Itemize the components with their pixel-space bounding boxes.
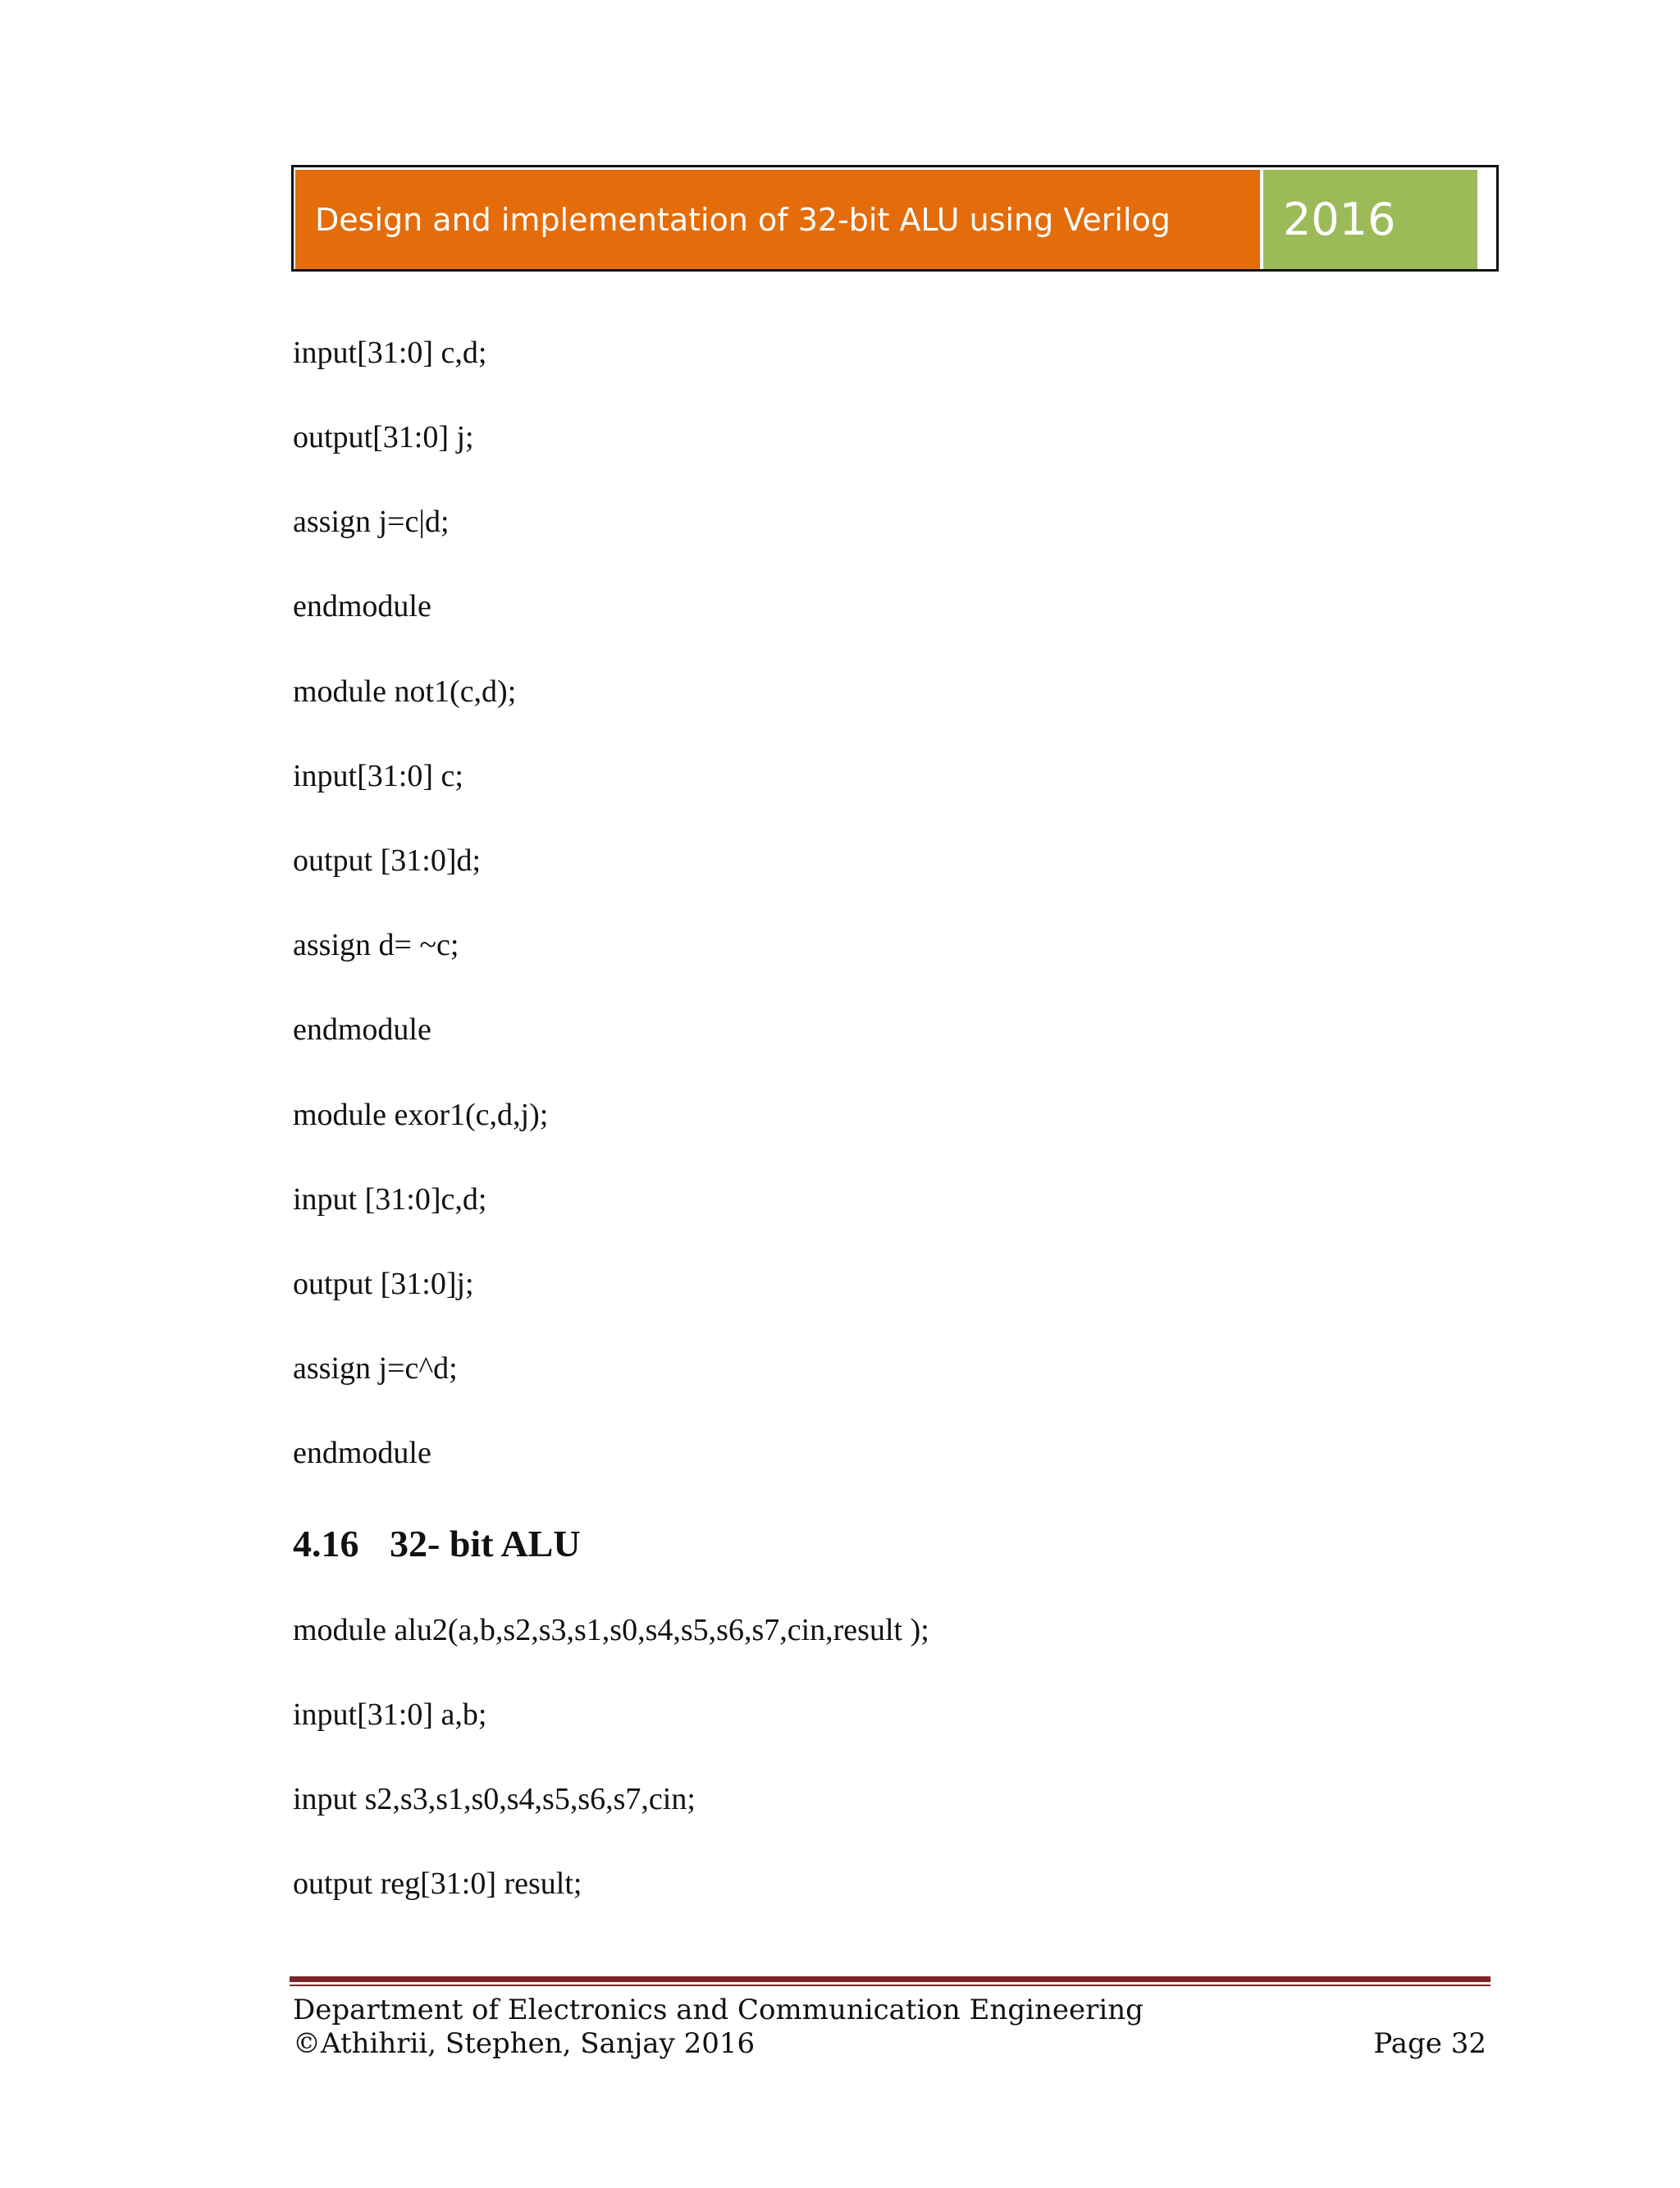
code-line: assign d= ~c; [293,928,459,962]
code-line: output [31:0]d; [293,843,482,878]
code-line: output[31:0] j; [293,420,474,455]
code-line: input[31:0] c; [293,759,463,793]
footer-divider [290,1976,1491,1982]
footer-page-number: Page 32 [1373,2027,1486,2060]
header-title: Design and implementation of 32-bit ALU using Verilog [315,201,1171,238]
footer-divider-thin [290,1985,1491,1986]
section-title: 32- bit ALU [390,1523,581,1564]
header-year: 2016 [1283,194,1396,245]
code-line: input[31:0] a,b; [293,1697,487,1732]
footer-department: Department of Electronics and Communication Engineering [293,1994,1144,2026]
code-line: input s2,s3,s1,s0,s4,s5,s6,s7,cin; [293,1782,696,1816]
header-title-box [295,170,1260,269]
section-heading [293,1523,581,1565]
code-line: input[31:0] c,d; [293,336,487,370]
page-header [291,165,1499,272]
code-line: endmodule [293,1436,431,1470]
code-line: endmodule [293,589,431,624]
section-number: 4.16 [293,1523,359,1564]
code-line: module not1(c,d); [293,674,517,709]
code-line: output [31:0]j; [293,1267,474,1301]
code-line: assign j=c|d; [293,505,450,539]
code-line: module alu2(a,b,s2,s3,s1,s0,s4,s5,s6,s7,cin,result ); [293,1613,929,1647]
code-line: assign j=c^d; [293,1351,458,1386]
code-line: endmodule [293,1012,431,1047]
footer-copyright: ©Athihrii, Stephen, Sanjay 2016 [293,2027,756,2060]
code-line: module exor1(c,d,j); [293,1098,549,1132]
code-line: input [31:0]c,d; [293,1182,487,1217]
header-year-box [1263,170,1477,269]
code-line: output reg[31:0] result; [293,1866,582,1901]
